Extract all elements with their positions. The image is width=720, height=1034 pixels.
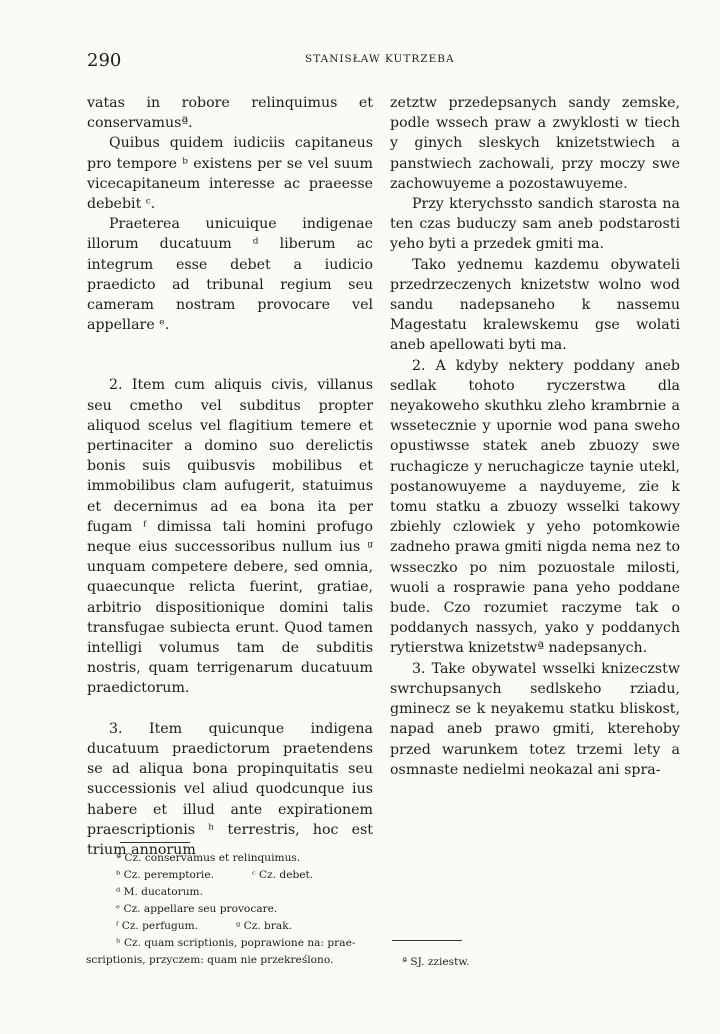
footnote: ᶠ Cz. perfugum. bbox=[116, 920, 199, 932]
footnote-continuation: scriptionis, przyczem: quam nie przekreślono. bbox=[86, 954, 334, 966]
footnote: ᶜ Cz. debet. bbox=[251, 869, 314, 881]
footnote: ᵈ M. ducatorum. bbox=[116, 886, 203, 898]
paragraph-article-2: 2. A kdyby nektery poddany aneb sedlak tohoto ryczerstwa dla neyakoweho skuthku zleho krambrnie a wssetecznie y upornie wod pana sweho opustiwsse statek aneb zbuozy swe ruchagicze y neruchagicze taynie utekl, postanowuyeme a nayduyeme, zie k tomu statku a zbuozy wsselki takowy zbiehly czlowiek y yeho potomkowie zadneho prawa gmiti nigda nema nez to wsseczko po nim pozuostale milosti, wuoli a rosprawie pana yeho poddane bude. Czo rozumiet raczyme tak o poddanych nassych, yako y poddanych rytierstwa knizetstwª nadepsanych. bbox=[390, 357, 680, 657]
footnote: ʰ Cz. quam scriptionis, poprawione na: prae- bbox=[116, 937, 356, 949]
footnote-pair bbox=[86, 867, 386, 884]
footnote-rule bbox=[392, 940, 462, 941]
czech-column bbox=[390, 93, 680, 780]
paragraph: Tako yednemu kazdemu obywateli przedrzeczenych knizetstw wolno wod sandu nadepsaneho k nassemu Magestatu kralewskemu gse wolati aneb apellowati byti ma. bbox=[390, 256, 680, 354]
footnote: ᵉ Cz. appellare seu provocare. bbox=[116, 903, 278, 915]
paragraph: vatas in robore relinquimus et conservamusª. bbox=[87, 95, 373, 132]
footnote-pair bbox=[86, 918, 386, 935]
paragraph-article-2: 2. Item cum aliquis civis, villanus seu cmetho vel subditus propter aliquod scelus vel flagitium temere et pertinaciter a domino suo derelictis bonis suis quibusvis mobilibus et immobilibus clam aufugerit, statuimus et decernimus ad ea bona ita per fugam ᶠ dimissa tali homini profugo neque eius successoribus nullum ius ᵍ unquam competere debere, sed omnia, quaecunque relicta fuerint, gratiae, arbitrio dispositionique domini talis transfugae subiecta erunt. Quod tamen intelligi volumus tam de subditis nostris, quam terrigenarum ducatuum praedictorum. bbox=[87, 377, 373, 697]
footnote-rule bbox=[120, 842, 190, 843]
footnote: ᵍ Cz. brak. bbox=[236, 920, 292, 932]
running-head: STANISŁAW KUTRZEBA bbox=[305, 53, 455, 65]
paragraph-article-3: 3. Item quicunque indigena ducatuum praedictorum praetendens se ad aliqua bona propinquitatis seu successionis vel aliud quodcunque ius habere et illud ante expirationem praescriptionis ʰ terrestris, hoc est trium annorum bbox=[87, 720, 373, 858]
paragraph: zetztw przedepsanych sandy zemske, podle wssech praw a zwyklosti w tiech y ginych sleskych knizetstwiech a panstwiech zachowali, przy moczy swe zachowuyeme a pozostawuyeme. bbox=[390, 95, 680, 192]
paragraph: Praeterea unicuique indigenae illorum ducatuum ᵈ liberum ac integrum esse debet a iudicio praedicto ad tribunal regium seu cameram nostram provocare vel appellare ᵉ. bbox=[87, 216, 373, 334]
latin-column bbox=[87, 93, 373, 860]
page-number: 290 bbox=[87, 50, 122, 71]
paragraph: Przy kterychssto sandich starosta na ten czas buduczy sam aneb podstarosti yeho byti a przedek gmiti ma. bbox=[390, 196, 680, 253]
paragraph: Quibus quidem iudiciis capitaneus pro tempore ᵇ existens per se vel suum vicecapitaneum interesse ac praeesse debebit ᶜ. bbox=[87, 135, 373, 213]
footnote: ᵇ Cz. peremptorie. bbox=[116, 869, 214, 881]
paragraph-article-3: 3. Take obywatel wsselki knizeczstw swrchupsanych sedlskeho rziadu, gminecz se k neyakemu statku bliskost, napad aneb prawo gmiti, kterehoby przed warunkem totez trzemi lety a osmnaste nedielmi neokazal ani spra- bbox=[390, 660, 680, 778]
footnote: ª Cz. conservamus et relinquimus. bbox=[116, 852, 301, 864]
footnote: ª SJ. zziestw. bbox=[402, 956, 470, 968]
footnotes-left bbox=[86, 850, 386, 969]
